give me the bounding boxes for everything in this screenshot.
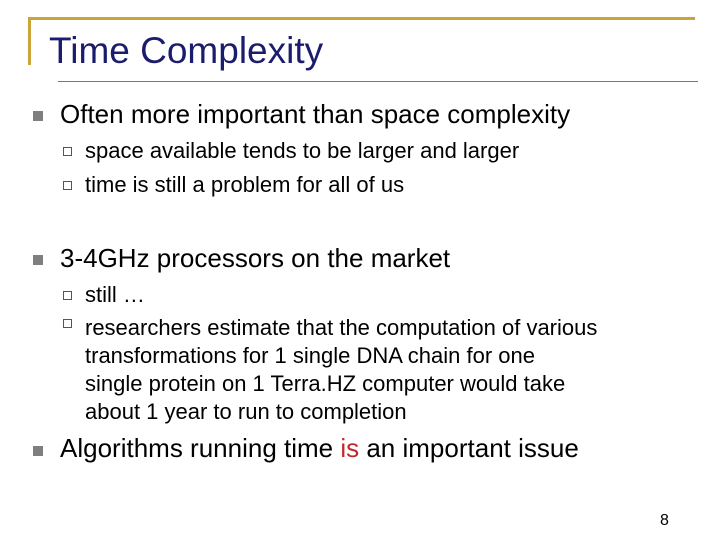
hollow-square-bullet-icon <box>63 291 72 300</box>
bullet-3-text-after: an important issue <box>359 433 579 463</box>
sub-bullet-2-1: still … <box>85 282 145 307</box>
emphasized-word: is <box>340 433 360 463</box>
bullet-2-text: 3-4GHz processors on the market <box>60 243 451 273</box>
square-bullet-icon <box>33 255 43 265</box>
square-bullet-icon <box>33 446 43 456</box>
slide-frame-top <box>28 17 695 20</box>
bullet-3-text-before: Algorithms running time <box>60 433 341 463</box>
sub-bullet-2-2-line-3: single protein on 1 Terra.HZ computer would take <box>85 371 566 396</box>
bullet-1-text: Often more important than space complexity <box>60 99 571 129</box>
sub-bullet-1-2: time is still a problem for all of us <box>85 172 405 197</box>
slide-title: Time Complexity <box>49 30 324 71</box>
slide-frame-left <box>28 17 31 65</box>
sub-bullet-2-2-line-4: about 1 year to run to completion <box>85 399 407 424</box>
bullet-3-text <box>60 433 579 464</box>
page-number: 8 <box>660 512 669 529</box>
hollow-square-bullet-icon <box>63 181 72 190</box>
square-bullet-icon <box>33 111 43 121</box>
sub-bullet-1-1: space available tends to be larger and larger <box>85 138 520 163</box>
sub-bullet-2-2-line-1: researchers estimate that the computation of various <box>85 315 598 340</box>
hollow-square-bullet-icon <box>63 319 72 328</box>
hollow-square-bullet-icon <box>63 147 72 156</box>
sub-bullet-2-2-line-2: transformations for 1 single DNA chain for one <box>85 343 536 368</box>
title-underline <box>58 81 698 82</box>
